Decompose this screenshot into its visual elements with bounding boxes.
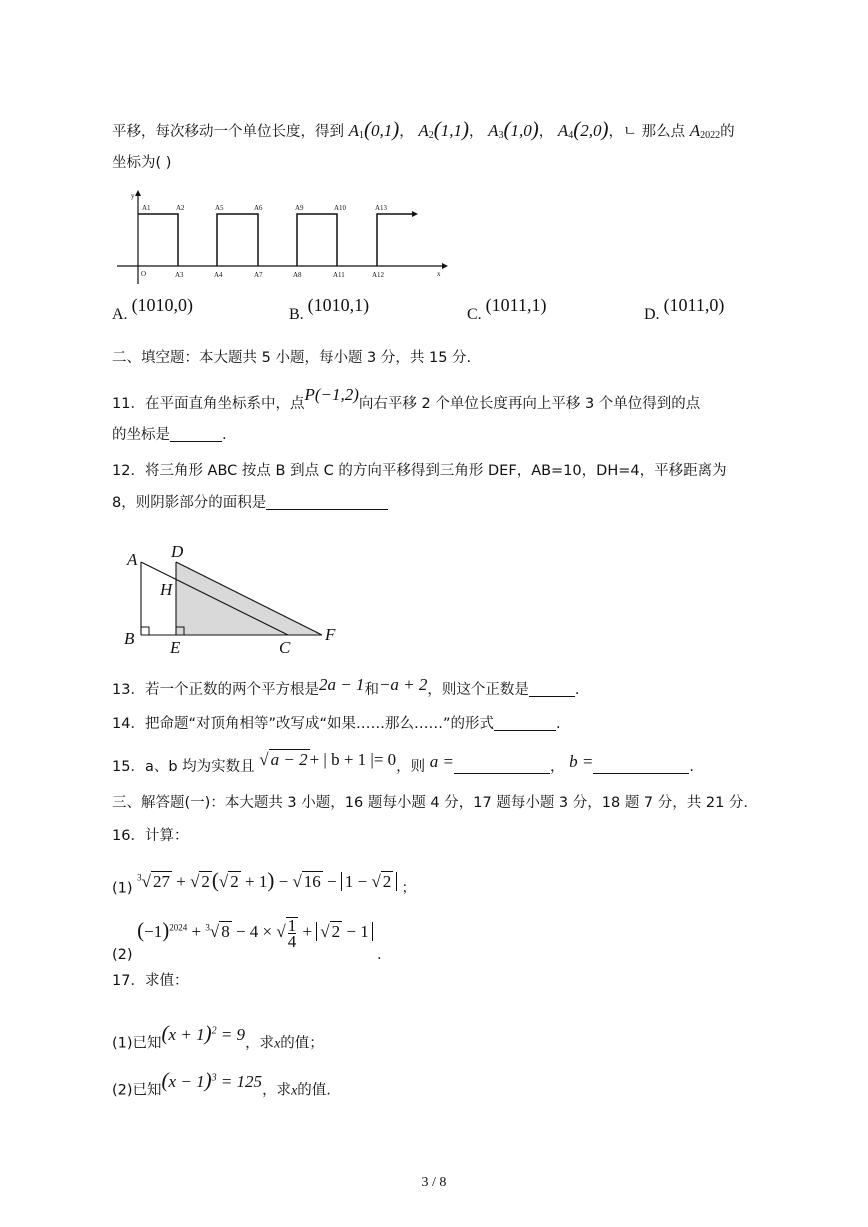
page-number: 3 / 8 [421,1175,447,1190]
q16-expression1: $^3$√ 27 + √ 2(√ 2 + 1) − √ 16 − 1 − √ 2 [137,872,401,891]
svg-text:A1: A1 [142,204,151,212]
graph-y-label: y [131,192,135,200]
q13-expr1: 2a − 1 [318,675,365,694]
q10-intro: 平移，每次移动一个单位长度，得到 [112,124,344,140]
fig-label-f: F [325,625,336,644]
point-a1: $A_1(0,1)$ [348,117,400,141]
option-c: C. (1011,1) [467,295,547,323]
q10-tail: ，ㄴ 那么点 [608,124,686,140]
fig-label-a: A [127,550,138,569]
fig-label-d: D [171,542,184,561]
q11-point: P(−1,2) [304,385,359,404]
q13-expr2: −a + 2 [378,675,428,694]
option-d: D. (1011,0) [644,295,725,323]
svg-text:A12: A12 [372,271,385,279]
q17-title: 17．求值： [112,973,189,989]
svg-text:O: O [141,270,147,278]
svg-text:A10: A10 [334,204,347,212]
q16-expression2: $(-1)^{2024} + ^3√$ 8 − 4 × √ $\frac{1}{4}$ + √ 2 − 1 [137,922,377,941]
fig-label-h: H [160,580,173,599]
q12-line2: 8，则阴影部分的面积是 [112,492,388,514]
svg-text:A6: A6 [254,204,263,212]
fig-label-e: E [170,638,181,657]
point-a2022: $A_{2022}$ [689,121,721,141]
q12-figure [118,540,348,660]
q11-line2: 的坐标是 . [112,427,227,443]
svg-text:A8: A8 [293,271,302,279]
q15-blank-a [454,757,550,774]
q16-title: 16．计算： [112,828,189,844]
q16-part2: (2) $(-1)^{2024} + ^3√$ 8 − 4 × √ $\frac{1}{4}$ + √ 2 − 1 . [112,915,382,963]
point-a3: $A_3(1,0)$ [488,117,539,141]
point-a2: $A_2(1,1)$ [418,117,469,141]
svg-text:A11: A11 [333,271,345,279]
svg-text:A9: A9 [295,204,304,212]
svg-text:A7: A7 [254,271,263,279]
point-a4: $A_4(2,0)$ [557,117,609,141]
q15-blank-b [593,757,689,774]
fig-label-c: C [279,638,291,657]
svg-text:x: x [437,270,441,278]
svg-text:A5: A5 [215,204,224,212]
q17-part1: (1)已知$(x + 1)^2 = 9$，求x的值； [112,1020,324,1052]
q14-line: 14．把命题“对顶角相等”改写成“如果……那么……”的形式 . [112,716,561,732]
svg-text:A3: A3 [175,271,184,279]
q11-line1: 11．在平面直角坐标系中，点P(−1,2)向右平移 2 个单位长度再向上平移 3 个单位得到的点 [112,385,701,412]
section2-heading: 二、填空题：本大题共 5 小题，每小题 3 分，共 15 分. [112,350,472,366]
option-b: B. (1010,1) [289,295,370,323]
q11-answer-blank [170,425,222,442]
q12-answer-blank [266,493,388,510]
svg-text:A4: A4 [214,271,223,279]
q15-line: 15．a、b 均为实数且 √ a − 2 + | b + 1 |= 0，则 a = ， b = . [112,750,694,775]
q14-answer-blank [494,714,556,731]
q10-line2: 坐标为( ) [112,155,172,171]
svg-text:A2: A2 [176,204,185,212]
q12-line1: 12．将三角形 ABC 按点 B 到点 C 的方向平移得到三角形 DEF，AB=10，DH=4，平移距离为 [112,463,727,479]
section3-heading: 三、解答题(一)：本大题共 3 小题，16 题每小题 4 分，17 题每小题 3 分，18 题 7 分，共 21 分. [112,795,749,811]
q17-part2: (2)已知$(x - 1)^3 = 125$，求x的值. [112,1067,331,1099]
q15-expression: √ a − 2 + | b + 1 |= 0 [259,750,397,769]
q13-answer-blank [529,680,575,697]
q10-graph [112,188,452,288]
q16-part1: (1) $^3$√ 27 + √ 2(√ 2 + 1) − √ 16 − 1 − √ 2 ； [112,867,417,897]
svg-text:A13: A13 [375,204,388,212]
q13-line: 13．若一个正数的两个平方根是2a − 1和−a + 2，则这个正数是 . [112,675,580,698]
option-a: A. (1010,0) [112,295,194,323]
q10-line1: 平移，每次移动一个单位长度，得到 $A_1(0,1)$， $A_2(1,1)$， $A_3(1,0)$， $A_4(2,0)$，ㄴ 那么点 $A_{2022}$的 [112,117,735,141]
fig-label-b: B [124,629,135,648]
